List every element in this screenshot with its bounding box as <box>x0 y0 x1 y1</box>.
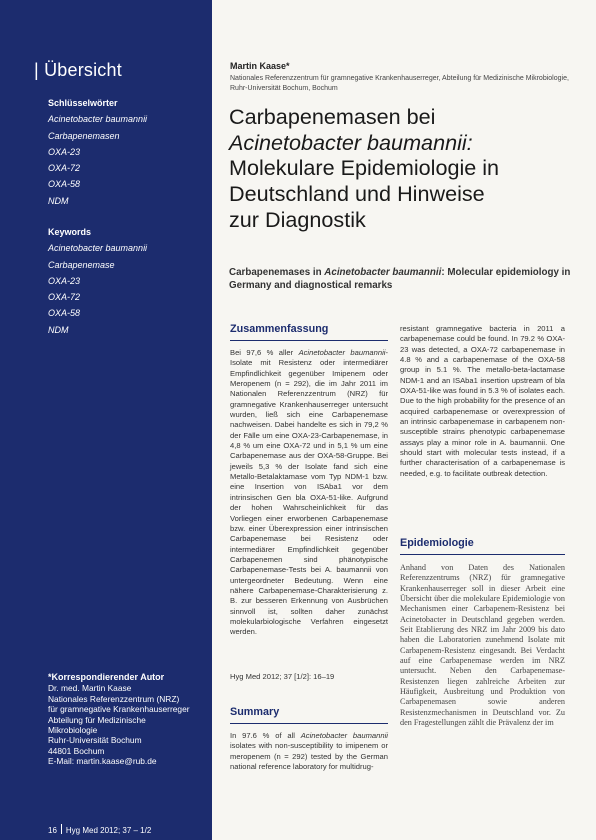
section-rule <box>230 723 388 724</box>
corr-line: Dr. med. Martin Kaase <box>48 683 132 694</box>
section-rule <box>400 554 565 555</box>
zusammenfassung-heading: Zusammenfassung <box>230 323 329 335</box>
corr-line: 44801 Bochum <box>48 745 105 756</box>
text-run: Bei 97,6 % aller <box>230 348 299 357</box>
corresponding-author <box>48 672 208 767</box>
footer-divider <box>61 824 62 834</box>
keyword-en-item: Acinetobacter baumannii <box>48 243 148 254</box>
journal-info: Hyg Med 2012; 37 – 1/2 <box>65 826 152 835</box>
author-name: Martin Kaase* <box>230 61 290 71</box>
epidemiologie-text: Anhand von Daten des Nationalen Referenzzentrums (NRZ) für gramnegative Krankenhauserreger soll in dieser Arbeit eine Übersicht über die molekulare Epidemiologie von Mechanismen einer Carbapenem-Resistenz bei Acinetobacter in Deutschland gegeben werden. Seit Etablierung des NRZ im Jahr 2009 bis dato haben die Laboratorien zunehmend Isolate mit Carbapenem-Resistenz eingesandt. Bei Verdacht auf eine Carbapenemase werden im NRZ untersucht. Neben den Carbapenemase-Resistenzen liegen zahlreiche Arbeiten zur Häufigkeit, Ausbreitung und Produktion von Carbapenemasen sowie anderen Resistenzmechanismen in Deutschland vor. Zu den Fragestellungen zählt die Prävalenz der im <box>400 563 565 728</box>
corr-line: für gramnegative Krankenhauserreger <box>48 704 190 715</box>
keywords-de-heading: Schlüsselwörter <box>48 98 118 108</box>
keyword-en-item: OXA-58 <box>48 308 81 319</box>
article-title <box>229 104 584 233</box>
subtitle-text: Carbapenemases in <box>229 267 325 278</box>
article-subtitle <box>229 266 579 292</box>
keyword-de-item: OXA-58 <box>48 179 81 190</box>
page-footer <box>48 824 151 835</box>
keywords-en-section <box>48 224 147 338</box>
title-line: Carbapenemasen bei <box>229 104 436 129</box>
keyword-en-item: NDM <box>48 324 69 335</box>
corr-line: Abteilung für Medizinische <box>48 714 146 725</box>
keyword-en-item: OXA-72 <box>48 292 81 303</box>
subtitle-text: : Molecular epidemiology in Germany and diagnostical remarks <box>229 267 571 291</box>
title-line-italic: Acinetobacter baumannii: <box>229 129 473 155</box>
keyword-de-item: OXA-72 <box>48 163 81 174</box>
text-run-italic: Acinetobacter baumannii <box>298 348 386 357</box>
keyword-en-item: Carbapenemase <box>48 259 115 270</box>
text-run: isolates with non-susceptibility to imipenem or meropenem (n = 292) tested by the German national reference laboratory for multidrug- <box>230 741 388 772</box>
sidebar <box>0 0 212 840</box>
text-run: In 97.6 % of all <box>230 731 301 740</box>
corr-email[interactable]: E-Mail: martin.kaase@rub.de <box>48 756 157 767</box>
keyword-de-item: Acinetobacter baumannii <box>48 114 148 125</box>
corr-line: Nationales Referenzzentrum (NRZ) <box>48 693 180 704</box>
summary-continued: resistant gramnegative bacteria in 2011 a carbapenemase could be found. In 79.2 % OXA-23 was detected, a OXA-72 carbapenemase in 4.8 % and a carbapenemase of the OXA-58 group in 5.1 %. The metallo-beta-lactamase NDM-1 and an ISAba1 insertion upstream of bla OXA-51-like was found in 5.3 % of isolates each. Due to the high probability for the presence of an acquired carbapenemase or overexpression of an intrinsic carbapenemase in carbapenem non-susceptible strains phenotypic carbapenemase assays play a minor role in A. baumannii. One should start with molecular tests instead, if a further characterisation of a carbapenemase is needed, e.g. to facilitate outbreak detection. <box>400 324 565 478</box>
corr-heading: *Korrespondierender Autor <box>48 672 165 682</box>
corr-line: Mikrobiologie <box>48 725 98 736</box>
title-line: Deutschland und Hinweise <box>229 181 485 207</box>
summary-heading: Summary <box>230 706 280 718</box>
text-run: -Isolate mit Resistenz oder intermediärer Empfindlichkeit gegenüber Imipenem oder Meropenem (n = 292), die im Jahr 2011 im Nationalen Referenzzentrum (NRZ) für gramnegative Krankenhauserreger untersucht wurden, ließ sich eine Carbapenemase nachweisen. Dabei handelte es sich in 79,2 % der Fälle um eine OXA-23-Carbapenemase, in 4,8 % um eine OXA-72 und in 5,1 % um eine Carbapenemase aus der OXA-58-Gruppe. Bei jeweils 5,3 % der Isolate fand sich eine Metallo-Betalaktamase vom Typ NDM-1 bzw. eine Insertion von ISAba1 vor dem intrinsischen Gen bla OXA-51-like. Aufgrund der hohen Wahrscheinlichkeit für das Vorliegen einer erworbenen Carbapenemase bzw. einer Überexpression einer intrinsischen Carbapenemase bei Resistenz oder intermediärer Empfindlichkeit gegenüber Carbapenemen sind phänotypische Carbapenemase-Tests bei A. baumannii von untergeordneter Bedeutung. Wenn eine nähere Carbapenemase-Charakterisierung z. B. zur besseren Erkennung von Ausbrüchen sinnvoll ist, sollten daher zunächst molekularbiologische Verfahren eingesetzt werden. <box>230 348 388 637</box>
author-affiliation: Nationales Referenzzentrum für gramnegative Krankenhauserreger, Abteilung für Medizinische Mikrobiologie, Ruhr-Universität Bochum, Bochum <box>230 75 569 92</box>
summary-text <box>230 731 388 772</box>
title-line: zur Diagnostik <box>229 206 366 232</box>
page-number: 16 <box>48 826 57 835</box>
sidebar-title-text: Übersicht <box>44 60 122 80</box>
keywords-en-heading: Keywords <box>48 227 92 237</box>
keywords-de-section <box>48 95 147 209</box>
keyword-de-item: NDM <box>48 195 69 206</box>
keyword-de-item: OXA-23 <box>48 146 81 157</box>
sidebar-title: | Übersicht <box>34 60 122 80</box>
section-rule <box>230 340 388 341</box>
subtitle-italic: Acinetobacter baumannii <box>324 267 442 278</box>
zusammenfassung-text <box>230 348 388 638</box>
title-line: Molekulare Epidemiologie in <box>229 155 500 181</box>
citation: Hyg Med 2012; 37 [1/2]: 16–19 <box>230 672 335 681</box>
keyword-en-item: OXA-23 <box>48 275 81 286</box>
epidemiologie-heading: Epidemiologie <box>400 537 474 549</box>
corr-line: Ruhr-Universität Bochum <box>48 735 142 746</box>
keyword-de-item: Carbapenemasen <box>48 130 120 141</box>
text-run-italic: Acinetobacter baumannii <box>300 731 388 740</box>
